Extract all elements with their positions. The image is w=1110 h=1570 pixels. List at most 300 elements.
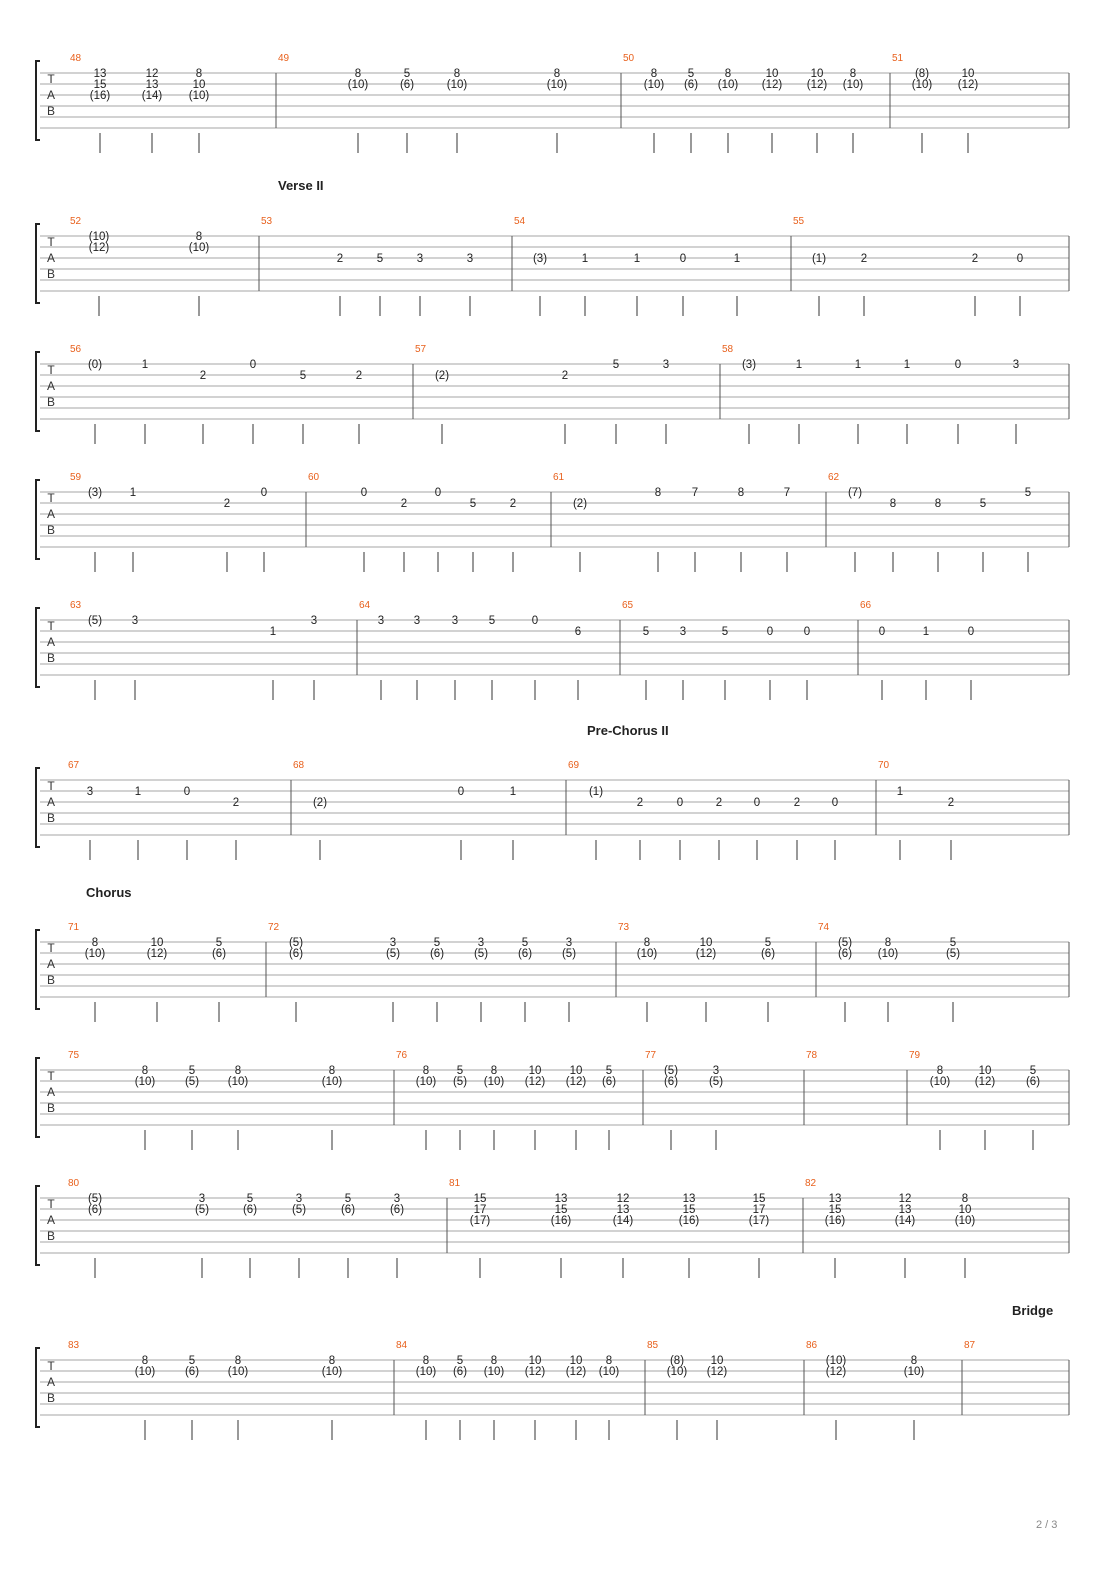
fret-number: 5 (612, 359, 620, 371)
fret-number: 2 (232, 797, 240, 809)
fret-number: 15 (473, 1193, 487, 1205)
fret-number: (10) (134, 1076, 156, 1088)
fret-number: 0 (260, 487, 268, 499)
fret-number: 0 (679, 253, 687, 265)
measure-number: 67 (68, 760, 80, 771)
fret-number: 8 (889, 498, 897, 510)
fret-number: 0 (766, 626, 774, 638)
tab-clef-letter: B (46, 1229, 56, 1243)
fret-number: 3 (451, 615, 459, 627)
fret-number: (6) (517, 948, 533, 960)
tab-clef-letter: A (46, 507, 56, 521)
fret-number: 8 (654, 487, 662, 499)
tab-clef-letter: A (46, 635, 56, 649)
fret-number: (10) (546, 79, 568, 91)
fret-number: 8 (605, 1355, 613, 1367)
fret-number: (10) (598, 1366, 620, 1378)
fret-number: 1 (896, 786, 904, 798)
fret-number: (6) (288, 948, 304, 960)
fret-number: 8 (724, 68, 732, 80)
fret-number: 0 (434, 487, 442, 499)
fret-number: 8 (141, 1355, 149, 1367)
fret-number: 3 (393, 1193, 401, 1205)
fret-number: 3 (389, 937, 397, 949)
fret-number: (3) (532, 253, 548, 265)
fret-number: 8 (195, 231, 203, 243)
fret-number: 0 (967, 626, 975, 638)
fret-number: (10) (636, 948, 658, 960)
fret-number: (5) (288, 937, 304, 949)
tab-clef-letter: A (46, 251, 56, 265)
fret-number: (12) (524, 1076, 546, 1088)
fret-number: (10) (877, 948, 899, 960)
fret-number: (10) (227, 1076, 249, 1088)
measure-number: 55 (793, 216, 805, 227)
fret-number: 2 (400, 498, 408, 510)
tab-clef-letter: T (47, 1197, 55, 1211)
fret-number: 3 (310, 615, 318, 627)
fret-number: (5) (87, 615, 103, 627)
fret-number: (10) (483, 1366, 505, 1378)
measure-number: 73 (618, 922, 630, 933)
fret-number: 3 (712, 1065, 720, 1077)
measure-number: 72 (268, 922, 280, 933)
fret-number: (10) (483, 1076, 505, 1088)
tab-system (36, 1303, 1069, 1440)
tab-clef-letter: A (46, 1375, 56, 1389)
fret-number: (17) (469, 1215, 491, 1227)
fret-number: (10) (717, 79, 739, 91)
fret-number: 5 (605, 1065, 613, 1077)
fret-number: 5 (246, 1193, 254, 1205)
tab-system (36, 1050, 1069, 1150)
fret-number: 8 (936, 1065, 944, 1077)
fret-number: 17 (473, 1204, 487, 1216)
measure-number: 52 (70, 216, 82, 227)
tab-clef-letter: A (46, 1085, 56, 1099)
fret-number: (10) (347, 79, 369, 91)
fret-number: 3 (565, 937, 573, 949)
fret-number: 1 (581, 253, 589, 265)
system-bracket (36, 61, 40, 140)
fret-number: 8 (650, 68, 658, 80)
tab-clef-letter: B (46, 973, 56, 987)
fret-number: 8 (490, 1355, 498, 1367)
fret-number: (10) (188, 90, 210, 102)
tab-clef-letter: B (46, 104, 56, 118)
measure-number: 70 (878, 760, 890, 771)
fret-number: 3 (477, 937, 485, 949)
fret-number: (12) (565, 1076, 587, 1088)
fret-number: 2 (636, 797, 644, 809)
fret-number: (12) (146, 948, 168, 960)
measure-number: 65 (622, 600, 634, 611)
fret-number: 5 (456, 1355, 464, 1367)
fret-number: 0 (676, 797, 684, 809)
tab-clef-letter: B (46, 811, 56, 825)
fret-number: 8 (234, 1355, 242, 1367)
fret-number: (6) (399, 79, 415, 91)
fret-number: (10) (321, 1076, 343, 1088)
fret-number: (10) (842, 79, 864, 91)
measure-number: 80 (68, 1178, 80, 1189)
measure-number: 81 (449, 1178, 461, 1189)
fret-number: 10 (699, 937, 713, 949)
measure-number: 62 (828, 472, 840, 483)
fret-number: 13 (145, 79, 159, 91)
fret-number: 5 (1024, 487, 1032, 499)
tab-clef-letter: B (46, 651, 56, 665)
fret-number: (8) (669, 1355, 685, 1367)
fret-number: (5) (87, 1193, 103, 1205)
measure-number: 74 (818, 922, 830, 933)
measure-number: 85 (647, 1340, 659, 1351)
fret-number: (12) (957, 79, 979, 91)
fret-number: (10) (666, 1366, 688, 1378)
fret-number: 8 (354, 68, 362, 80)
fret-number: 8 (328, 1065, 336, 1077)
tab-system (36, 472, 1069, 572)
fret-number: (2) (434, 370, 450, 382)
fret-number: 5 (344, 1193, 352, 1205)
measure-number: 84 (396, 1340, 408, 1351)
measure-number: 49 (278, 53, 290, 64)
fret-number: 8 (737, 487, 745, 499)
fret-number: (6) (663, 1076, 679, 1088)
fret-number: (10) (911, 79, 933, 91)
fret-number: 8 (961, 1193, 969, 1205)
fret-number: (5) (452, 1076, 468, 1088)
measure-number: 83 (68, 1340, 80, 1351)
fret-number: 1 (134, 786, 142, 798)
fret-number: (16) (824, 1215, 846, 1227)
fret-number: (5) (708, 1076, 724, 1088)
tab-clef-letter: A (46, 379, 56, 393)
fret-number: 12 (898, 1193, 912, 1205)
measure-number: 53 (261, 216, 273, 227)
fret-number: (3) (741, 359, 757, 371)
fret-number: (5) (385, 948, 401, 960)
fret-number: (12) (825, 1366, 847, 1378)
fret-number: 5 (1029, 1065, 1037, 1077)
fret-number: 5 (721, 626, 729, 638)
fret-number: 3 (198, 1193, 206, 1205)
fret-number: (10) (643, 79, 665, 91)
system-bracket (36, 480, 40, 559)
fret-number: 2 (223, 498, 231, 510)
tab-clef-letter: B (46, 523, 56, 537)
fret-number: (12) (524, 1366, 546, 1378)
measure-number: 51 (892, 53, 904, 64)
fret-number: 3 (131, 615, 139, 627)
fret-number: (5) (291, 1204, 307, 1216)
fret-number: 10 (192, 79, 206, 91)
fret-number: 5 (469, 498, 477, 510)
fret-number: 0 (803, 626, 811, 638)
section-label: Verse II (278, 178, 324, 193)
fret-number: (14) (141, 90, 163, 102)
measure-number: 61 (553, 472, 565, 483)
measure-number: 76 (396, 1050, 408, 1061)
fret-number: 10 (569, 1355, 583, 1367)
measure-number: 82 (805, 1178, 817, 1189)
fret-number: (6) (184, 1366, 200, 1378)
fret-number: 0 (878, 626, 886, 638)
fret-number: 0 (753, 797, 761, 809)
fret-number: 2 (947, 797, 955, 809)
fret-number: 10 (765, 68, 779, 80)
tab-system (36, 178, 1069, 316)
fret-number: 8 (553, 68, 561, 80)
fret-number: 7 (783, 487, 791, 499)
fret-number: (5) (184, 1076, 200, 1088)
fret-number: 8 (234, 1065, 242, 1077)
tab-system (36, 1178, 1069, 1278)
measure-number: 50 (623, 53, 635, 64)
fret-number: (10) (903, 1366, 925, 1378)
fret-number: 13 (616, 1204, 630, 1216)
tab-clef-letter: A (46, 795, 56, 809)
tab-clef-letter: T (47, 1359, 55, 1373)
fret-number: 1 (633, 253, 641, 265)
measure-number: 54 (514, 216, 526, 227)
fret-number: 3 (86, 786, 94, 798)
tab-clef-letter: B (46, 1391, 56, 1405)
fret-number: (5) (837, 937, 853, 949)
fret-number: 2 (971, 253, 979, 265)
fret-number: 0 (531, 615, 539, 627)
fret-number: 13 (93, 68, 107, 80)
fret-number: (5) (194, 1204, 210, 1216)
fret-number: (6) (837, 948, 853, 960)
fret-number: 5 (188, 1355, 196, 1367)
fret-number: (10) (415, 1076, 437, 1088)
fret-number: (2) (572, 498, 588, 510)
fret-number: (5) (663, 1065, 679, 1077)
fret-number: 3 (679, 626, 687, 638)
fret-number: (12) (806, 79, 828, 91)
system-bracket (36, 352, 40, 431)
fret-number: (10) (825, 1355, 847, 1367)
fret-number: (14) (612, 1215, 634, 1227)
fret-number: 1 (733, 253, 741, 265)
fret-number: (5) (473, 948, 489, 960)
tab-clef-letter: A (46, 1213, 56, 1227)
fret-number: 10 (528, 1065, 542, 1077)
fret-number: 8 (422, 1355, 430, 1367)
fret-number: (1) (588, 786, 604, 798)
fret-number: 0 (1016, 253, 1024, 265)
fret-number: (10) (415, 1366, 437, 1378)
fret-number: (10) (954, 1215, 976, 1227)
fret-number: (0) (87, 359, 103, 371)
fret-number: (5) (561, 948, 577, 960)
measure-number: 71 (68, 922, 80, 933)
measure-number: 87 (964, 1340, 976, 1351)
fret-number: 10 (528, 1355, 542, 1367)
fret-number: (16) (550, 1215, 572, 1227)
fret-number: 5 (215, 937, 223, 949)
fret-number: 2 (715, 797, 723, 809)
tab-system (36, 885, 1069, 1022)
measure-number: 59 (70, 472, 82, 483)
system-bracket (36, 768, 40, 847)
fret-number: 15 (93, 79, 107, 91)
fret-number: 5 (299, 370, 307, 382)
fret-number: 8 (910, 1355, 918, 1367)
fret-number: 10 (958, 1204, 972, 1216)
fret-number: 1 (141, 359, 149, 371)
fret-number: (6) (601, 1076, 617, 1088)
measure-number: 78 (806, 1050, 818, 1061)
fret-number: 10 (810, 68, 824, 80)
fret-number: 5 (403, 68, 411, 80)
system-bracket (36, 224, 40, 303)
fret-number: 2 (336, 253, 344, 265)
fret-number: 3 (416, 253, 424, 265)
page-number: 2 / 3 (1036, 1519, 1058, 1531)
fret-number: 5 (521, 937, 529, 949)
fret-number: (6) (1025, 1076, 1041, 1088)
fret-number: (6) (389, 1204, 405, 1216)
measure-number: 63 (70, 600, 82, 611)
fret-number: (6) (340, 1204, 356, 1216)
fret-number: 8 (91, 937, 99, 949)
tab-clef-letter: T (47, 72, 55, 86)
fret-number: (6) (242, 1204, 258, 1216)
fret-number: (2) (312, 797, 328, 809)
fret-number: 15 (554, 1204, 568, 1216)
tab-clef-letter: A (46, 88, 56, 102)
fret-number: (12) (761, 79, 783, 91)
fret-number: 8 (453, 68, 461, 80)
tab-system (36, 344, 1069, 444)
section-label: Bridge (1012, 1303, 1054, 1318)
fret-number: (14) (894, 1215, 916, 1227)
fret-number: 8 (328, 1355, 336, 1367)
fret-number: (3) (87, 487, 103, 499)
fret-number: 1 (922, 626, 930, 638)
fret-number: 8 (141, 1065, 149, 1077)
fret-number: 5 (188, 1065, 196, 1077)
fret-number: 13 (554, 1193, 568, 1205)
fret-number: (10) (134, 1366, 156, 1378)
fret-number: 13 (898, 1204, 912, 1216)
fret-number: 1 (269, 626, 277, 638)
tab-clef-letter: T (47, 235, 55, 249)
fret-number: 0 (954, 359, 962, 371)
fret-number: 1 (795, 359, 803, 371)
fret-number: 10 (150, 937, 164, 949)
measure-number: 56 (70, 344, 82, 355)
fret-number: 10 (569, 1065, 583, 1077)
fret-number: 2 (509, 498, 517, 510)
tab-clef-letter: B (46, 395, 56, 409)
measure-number: 48 (70, 53, 82, 64)
tab-clef-letter: T (47, 619, 55, 633)
fret-number: 7 (691, 487, 699, 499)
fret-number: 0 (360, 487, 368, 499)
fret-number: (6) (429, 948, 445, 960)
fret-number: (10) (88, 231, 110, 243)
fret-number: (6) (211, 948, 227, 960)
fret-number: (5) (945, 948, 961, 960)
fret-number: 8 (934, 498, 942, 510)
fret-number: 10 (961, 68, 975, 80)
fret-number: 8 (643, 937, 651, 949)
fret-number: 0 (457, 786, 465, 798)
tab-clef-letter: B (46, 267, 56, 281)
fret-number: 15 (828, 1204, 842, 1216)
tab-clef-letter: A (46, 957, 56, 971)
measure-number: 58 (722, 344, 734, 355)
fret-number: (10) (227, 1366, 249, 1378)
fret-number: 8 (884, 937, 892, 949)
fret-number: 5 (642, 626, 650, 638)
fret-number: 8 (849, 68, 857, 80)
fret-number: 0 (249, 359, 257, 371)
fret-number: (10) (446, 79, 468, 91)
fret-number: 3 (466, 253, 474, 265)
measure-number: 75 (68, 1050, 80, 1061)
fret-number: 3 (377, 615, 385, 627)
fret-number: 5 (687, 68, 695, 80)
fret-number: 12 (145, 68, 159, 80)
measure-number: 69 (568, 760, 580, 771)
fret-number: 13 (828, 1193, 842, 1205)
measure-number: 77 (645, 1050, 657, 1061)
tab-system (36, 600, 1069, 700)
fret-number: 1 (903, 359, 911, 371)
measure-number: 86 (806, 1340, 818, 1351)
fret-number: 10 (978, 1065, 992, 1077)
fret-number: (10) (929, 1076, 951, 1088)
fret-number: 8 (422, 1065, 430, 1077)
fret-number: 17 (752, 1204, 766, 1216)
fret-number: 5 (488, 615, 496, 627)
fret-number: 8 (195, 68, 203, 80)
measure-number: 64 (359, 600, 371, 611)
fret-number: 13 (682, 1193, 696, 1205)
fret-number: 2 (793, 797, 801, 809)
fret-number: (12) (706, 1366, 728, 1378)
fret-number: 1 (509, 786, 517, 798)
fret-number: 1 (129, 487, 137, 499)
fret-number: (10) (84, 948, 106, 960)
measure-number: 57 (415, 344, 427, 355)
fret-number: 5 (456, 1065, 464, 1077)
section-label: Chorus (86, 885, 132, 900)
fret-number: 2 (199, 370, 207, 382)
fret-number: 8 (490, 1065, 498, 1077)
measure-number: 79 (909, 1050, 921, 1061)
fret-number: 1 (854, 359, 862, 371)
fret-number: 3 (295, 1193, 303, 1205)
system-bracket (36, 1348, 40, 1427)
measure-number: 60 (308, 472, 320, 483)
fret-number: (12) (88, 242, 110, 254)
fret-number: 3 (662, 359, 670, 371)
fret-number: 0 (183, 786, 191, 798)
fret-number: 2 (355, 370, 363, 382)
fret-number: 15 (752, 1193, 766, 1205)
fret-number: 10 (710, 1355, 724, 1367)
fret-number: (7) (847, 487, 863, 499)
tab-clef-letter: T (47, 941, 55, 955)
tab-system (36, 723, 1069, 860)
fret-number: 0 (831, 797, 839, 809)
fret-number: 6 (574, 626, 582, 638)
